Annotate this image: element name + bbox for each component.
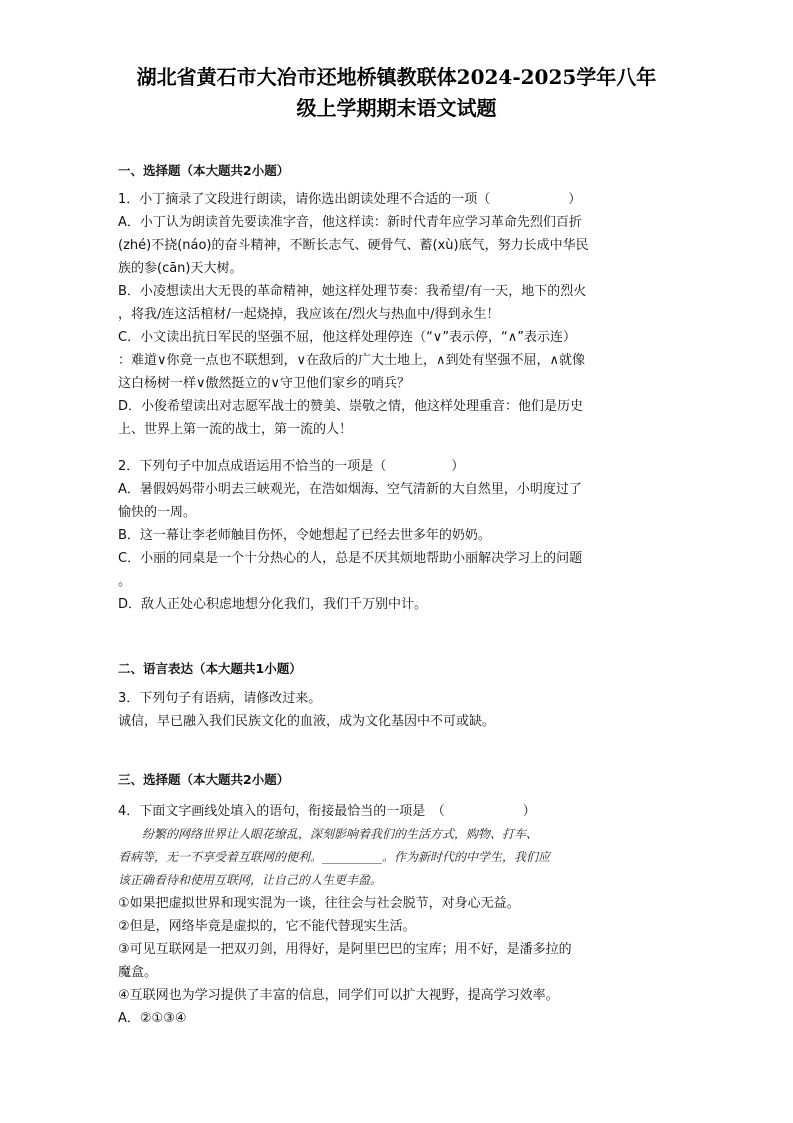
q1-option-d-line-1: D．小俊希望读出对志愿军战士的赞美、崇敬之情，他这样处理重音：他们是历史 bbox=[118, 399, 584, 414]
question-2 bbox=[118, 455, 678, 616]
section-2 bbox=[118, 657, 678, 680]
section-3-heading: 三、选择题（本大题共2小题） bbox=[118, 772, 290, 787]
q4-passage-line-1: 纷繁的网络世界让人眼花缭乱，深刻影响着我们的生活方式，购物、打车、 bbox=[118, 827, 539, 841]
q1-option-c-line-3: 这白杨树一样∨傲然挺立的∨守卫他们家乡的哨兵？ bbox=[118, 376, 411, 391]
q1-option-a-line-2: (zhé)不挠(náo)的奋斗精神，不断长志气、硬骨气、蓄(xù)底气，努力长成中华民 bbox=[118, 238, 589, 253]
section-2-heading: 二、语言表达（本大题共1小题） bbox=[118, 661, 302, 676]
section-1-heading: 一、选择题（本大题共2小题） bbox=[118, 163, 290, 178]
q4-sentence-3-line-2: 魔盒。 bbox=[118, 965, 158, 980]
q4-sentence-4: ④互联网也为学习提供了丰富的信息，同学们可以扩大视野，提高学习效率。 bbox=[118, 988, 559, 1003]
question-1 bbox=[118, 188, 678, 441]
title-line-1: 湖北省黄石市大冶市还地桥镇教联体2024-2025学年八年 bbox=[136, 65, 657, 89]
q2-option-a-line-1: A．暑假妈妈带小明去三峡观光，在浩如烟海、空气清新的大自然里，小明度过了 bbox=[118, 482, 582, 497]
q3-stem: 3．下列句子有语病，请修改过来。 bbox=[118, 691, 322, 706]
section-3 bbox=[118, 768, 678, 791]
q4-sentence-3-line-1: ③可见互联网是一把双刃剑，用得好，是阿里巴巴的宝库；用不好，是潘多拉的 bbox=[118, 942, 572, 957]
q3-sentence: 诚信，早已融入我们民族文化的血液，成为文化基因中不可或缺。 bbox=[118, 714, 496, 729]
q1-option-b-line-1: B．小凌想读出大无畏的革命精神，她这样处理节奏：我希望/有一天，地下的烈火 bbox=[118, 284, 587, 299]
q1-option-c-line-1: C．小文读出抗日军民的坚强不屈，他这样处理停连（“∨”表示停，“∧”表示连） bbox=[118, 330, 577, 345]
q4-stem: 4．下面文字画线处填入的语句，衔接最恰当的一项是 （ ） bbox=[118, 804, 536, 819]
q2-stem: 2．下列句子中加点成语运用不恰当的一项是（ ） bbox=[118, 459, 465, 474]
q1-stem: 1．小丁摘录了文段进行朗读，请你选出朗读处理不合适的一项（ ） bbox=[118, 192, 582, 207]
q2-option-c-line-1: C．小丽的同桌是一个十分热心的人，总是不厌其烦地帮助小丽解决学习上的问题 bbox=[118, 551, 583, 566]
q1-option-b-line-2: ，将我/连这活棺材/一起烧掉，我应该在/烈火与热血中/得到永生！ bbox=[118, 307, 500, 322]
q4-option-a: A．②①③④ bbox=[118, 1011, 187, 1026]
q1-option-a-line-3: 族的参(cān)天大树。 bbox=[118, 261, 243, 276]
page-title bbox=[60, 62, 733, 124]
q4-sentence-1: ①如果把虚拟世界和现实混为一谈，往往会与社会脱节，对身心无益。 bbox=[118, 896, 520, 911]
question-3 bbox=[118, 687, 678, 733]
q4-passage-line-2: 看病等，无一不享受着互联网的便利。__________。作为新时代的中学生，我们应 bbox=[118, 850, 551, 864]
question-4 bbox=[118, 800, 678, 1030]
title-line-2: 级上学期期末语文试题 bbox=[296, 96, 497, 120]
q2-option-a-line-2: 愉快的一周。 bbox=[118, 505, 197, 520]
q1-option-a-line-1: A．小丁认为朗读首先要读准字音，他这样读：新时代青年应学习革命先烈们百折 bbox=[118, 215, 582, 230]
q1-option-d-line-2: 上、世界上第一流的战士，第一流的人！ bbox=[118, 422, 353, 437]
q2-option-d: D．敌人正处心积虑地想分化我们，我们千万别中计。 bbox=[118, 597, 428, 612]
q4-passage-line-3: 该正确看待和使用互联网，让自己的人生更丰盈。 bbox=[118, 873, 383, 887]
q2-option-c-line-2: 。 bbox=[118, 574, 132, 589]
q4-sentence-2: ②但是，网络毕竟是虚拟的，它不能代替现实生活。 bbox=[118, 919, 416, 934]
q1-option-c-line-2: ：难道∨你竟一点也不联想到，∨在敌后的广大土地上，∧到处有坚强不屈，∧就像 bbox=[118, 353, 586, 368]
section-1 bbox=[118, 159, 678, 182]
q2-option-b: B．这一幕让李老师触目伤怀，令她想起了已经去世多年的奶奶。 bbox=[118, 528, 491, 543]
